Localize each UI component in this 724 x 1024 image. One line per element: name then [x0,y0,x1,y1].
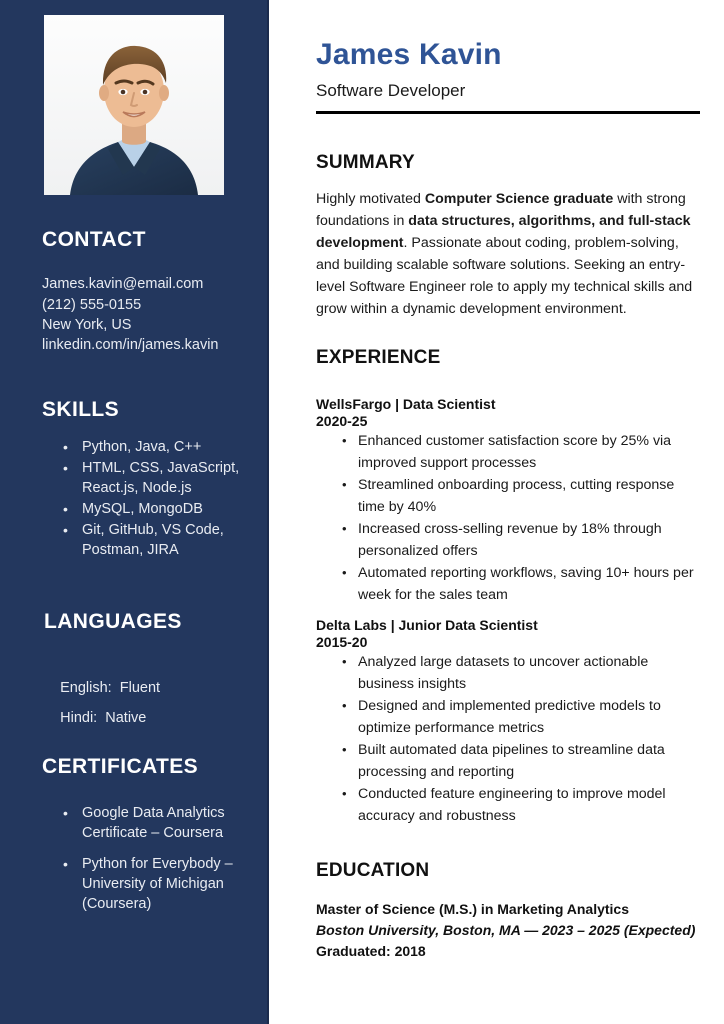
bullet-icon: • [63,460,68,476]
certificate-text: Google Data Analytics Certificate – Coursera [82,805,225,841]
bullet-icon: • [342,433,347,448]
list-item [60,520,240,560]
list-item [60,803,240,843]
bullet-icon: • [342,521,347,536]
header-divider [316,111,700,114]
list-item [342,562,704,606]
bullet-icon: • [63,522,68,538]
bullet-icon: • [342,698,347,713]
bullet-icon: • [342,565,347,580]
bullet-text: Conducted feature engineering to improve model accuracy and robustness [358,786,666,824]
list-item [342,518,704,562]
language-row [44,688,146,748]
list-item [342,474,704,518]
experience-heading: EXPERIENCE [316,347,441,368]
experience-bullets [342,430,704,606]
page-title: James Kavin [316,38,502,71]
certificates-list [60,803,240,925]
skill-text: MySQL, MongoDB [82,501,203,517]
job-company-role: WellsFargo | Data Scientist [316,396,496,412]
summary-run-bold: data structures, algorithms, and full-stack development [316,213,691,251]
bullet-icon: • [342,654,347,669]
profile-photo-icon [44,15,224,195]
sidebar-edge-divider [267,0,269,1024]
bullet-text: Increased cross-selling revenue by 18% through personalized offers [358,521,662,559]
summary-heading: SUMMARY [316,152,415,173]
job-role-subtitle: Software Developer [316,81,466,100]
job-company-role: Delta Labs | Junior Data Scientist [316,617,538,633]
bullet-icon: • [342,477,347,492]
contact-location: New York, US [42,317,132,333]
certificates-heading: CERTIFICATES [42,755,199,778]
bullet-icon: • [342,786,347,801]
bullet-icon: • [63,805,68,821]
experience-bullets [342,651,704,827]
language-level: Native [105,710,147,726]
education-entry [316,899,701,962]
education-school: Boston University, Boston, MA — 2023 – 2025 (Expected) [316,922,696,938]
education-graduated: Graduated: 2018 [316,943,426,959]
summary-run: with strong foundations in [316,191,686,229]
bullet-icon: • [342,742,347,757]
summary-run: . Passionate about coding, problem-solving, and building scalable software solutions. Seeking an entry-level Software Engineer role to apply my technical skills and grow within a dynamic development environment. [316,235,693,317]
avatar [44,15,224,195]
list-item [60,458,240,498]
bullet-text: Built automated data pipelines to streamline data processing and reporting [358,742,665,780]
skill-text: Python, Java, C++ [82,439,202,455]
list-item [60,499,240,519]
summary-run: Highly motivated [316,191,425,207]
bullet-icon: • [63,439,68,455]
bullet-icon: • [63,501,68,517]
skills-list [60,437,240,561]
languages-heading: LANGUAGES [44,610,182,633]
language-name: English: [60,680,112,696]
list-item [60,854,240,914]
contact-email[interactable]: James.kavin@email.com [42,276,204,292]
bullet-text: Streamlined onboarding process, cutting response time by 40% [358,477,675,515]
bullet-text: Designed and implemented predictive models to optimize performance metrics [358,698,661,736]
list-item [342,739,704,783]
list-item [342,695,704,739]
certificate-text: Python for Everybody – University of Michigan (Coursera) [82,856,233,912]
list-item [342,651,704,695]
bullet-icon: • [63,856,68,872]
contact-linkedin[interactable]: linkedin.com/in/james.kavin [42,337,219,353]
skill-text: HTML, CSS, JavaScript, React.js, Node.js [82,460,240,496]
experience-job-title [316,617,538,651]
bullet-text: Analyzed large datasets to uncover actionable business insights [358,654,649,692]
language-name: Hindi: [60,710,98,726]
contact-phone[interactable]: (212) 555-0155 [42,297,142,313]
education-degree: Master of Science (M.S.) in Marketing Analytics [316,901,630,917]
contact-heading: CONTACT [42,228,146,251]
experience-job-title [316,396,495,430]
list-item [60,437,240,457]
education-heading: EDUCATION [316,860,430,881]
job-dates: 2015-20 [316,634,368,650]
bullet-text: Automated reporting workflows, saving 10+ hours per week for the sales team [358,565,694,603]
skill-text: Git, GitHub, VS Code, Postman, JIRA [82,522,224,558]
summary-text [316,188,701,320]
list-item [342,783,704,827]
list-item [342,430,704,474]
skills-heading: SKILLS [42,398,120,421]
bullet-text: Enhanced customer satisfaction score by 25% via improved support processes [358,433,672,471]
summary-run-bold: Computer Science graduate [424,191,614,207]
job-dates: 2020-25 [316,413,368,429]
language-level: Fluent [119,680,161,696]
